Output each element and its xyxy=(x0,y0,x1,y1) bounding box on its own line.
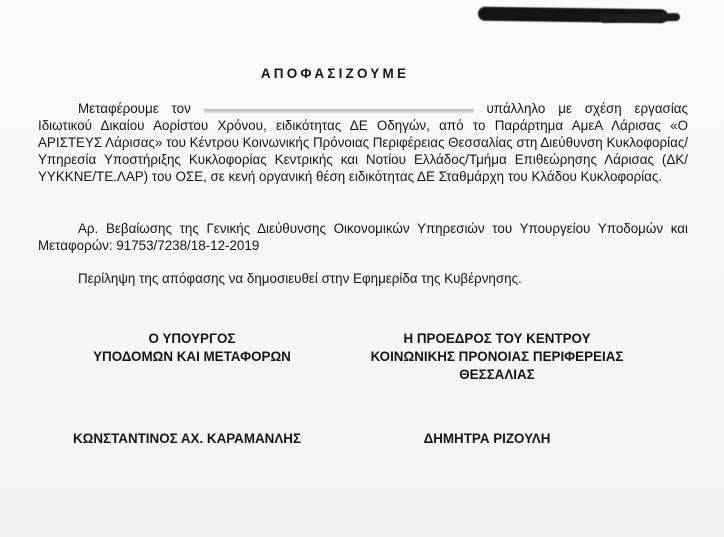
minister-title-line1: Ο ΥΠΟΥΡΓΟΣ xyxy=(148,331,236,346)
president-title-line3: ΘΕΣΣΑΛΙΑΣ xyxy=(459,367,535,382)
obscured-name-region xyxy=(204,103,474,114)
president-name: ΔΗΜΗΤΡΑ ΡΙΖΟΥΛΗ xyxy=(423,431,551,446)
transfer-paragraph-body: υπάλληλο με σχέση εργασίας Ιδιωτικού Δικαίου Αορίστου Χρόνου, ειδικότητας ΔΕ Οδηγών, από το Παράρτημα ΑμεΑ Λάρισας «Ο ΑΡΙΣΤΕΥΣ Λάρισας» του Κέντρου Κοινωνικής Πρόνοιας Περιφέρειας Θεσσαλίας στη Διεύθυνση Κυκλοφορίας/Υπηρεσία Υποστήριξης Κυκλοφορίας Κεντρικής και Νοτίου Ελλάδος/Τμήμα Επιθεώρησης Λάρισας (ΔΚ/ΥΥΚΚΝΕ/ΤΕ.ΛΑΡ) του ΟΣΕ, σε κενή οργανική θέση ειδικότητας ΔΕ Σταθμάρχη του Κλάδου Κυκλοφορίας. xyxy=(38,101,688,185)
redaction-mark-tail xyxy=(600,13,680,23)
president-title-line1: Η ΠΡΟΕΔΡΟΣ ΤΟΥ ΚΕΝΤΡΟΥ xyxy=(403,331,591,346)
minister-signature-title xyxy=(42,330,342,366)
publication-text: Περίληψη της απόφασης να δημοσιευθεί στην Εφημερίδα της Κυβέρνησης. xyxy=(78,271,522,286)
minister-title-line2: ΥΠΟΔΟΜΩΝ ΚΑΙ ΜΕΤΑΦΟΡΩΝ xyxy=(93,349,291,364)
certification-text: Αρ. Βεβαίωσης της Γενικής Διεύθυνσης Οικονομικών Υπηρεσιών του Υπουργείου Υποδομών και Μεταφορών: 91753/7238/18-12-2019 xyxy=(38,221,688,254)
transfer-paragraph-lead: Μεταφέρουμε τον xyxy=(78,101,191,116)
minister-name: ΚΩΝΣΤΑΝΤΙΝΟΣ ΑΧ. ΚΑΡΑΜΑΝΛΗΣ xyxy=(72,431,301,446)
president-title-line2: ΚΟΙΝΩΝΙΚΗΣ ΠΡΟΝΟΙΑΣ ΠΕΡΙΦΕΡΕΙΑΣ xyxy=(370,349,624,364)
president-signature-title xyxy=(347,330,647,384)
decision-heading: ΑΠΟΦΑΣΙΖΟΥΜΕ xyxy=(260,66,410,81)
certification-paragraph xyxy=(38,220,688,254)
publication-paragraph xyxy=(38,270,688,287)
transfer-paragraph xyxy=(38,100,688,185)
